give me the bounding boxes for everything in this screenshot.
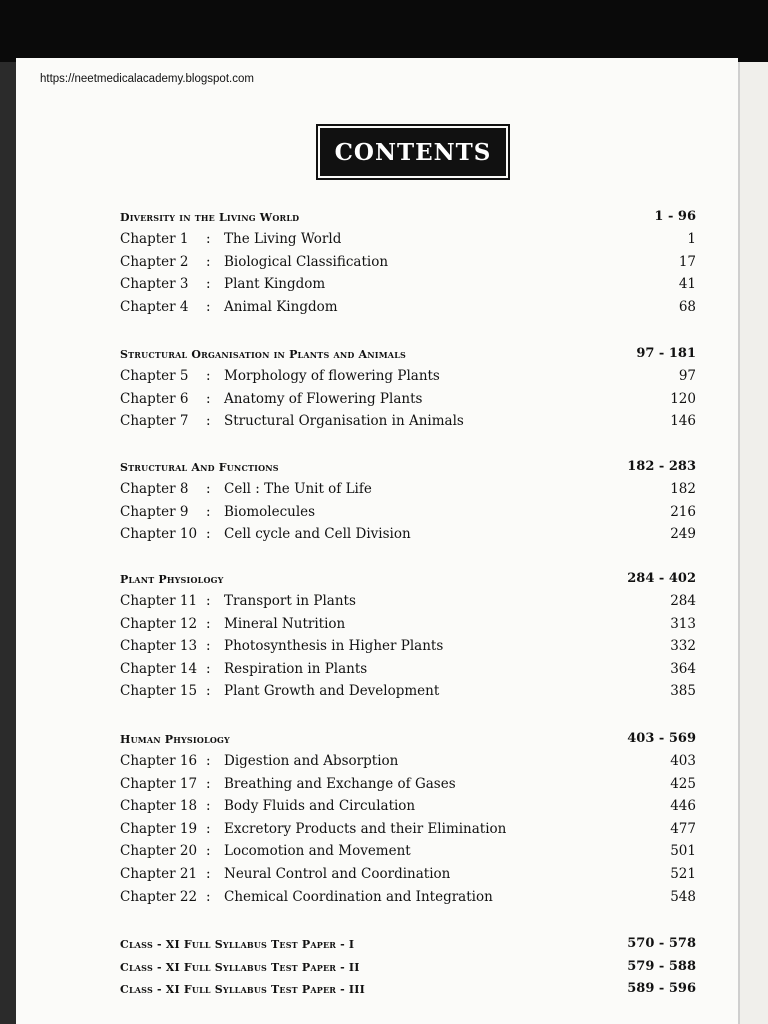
chapter-title: Neural Control and Coordination bbox=[224, 866, 451, 882]
chapter-number: Chapter 17 bbox=[120, 775, 198, 792]
chapter-title: Digestion and Absorption bbox=[224, 753, 399, 769]
test-paper-page-range: 589 - 596 bbox=[627, 981, 696, 996]
chapter-page-number: 313 bbox=[670, 615, 696, 632]
chapter-page-number: 41 bbox=[678, 276, 696, 293]
chapter-separator: : bbox=[206, 276, 211, 293]
test-paper-row bbox=[120, 983, 696, 1001]
chapter-separator: : bbox=[206, 660, 211, 677]
test-paper-row bbox=[120, 938, 696, 956]
section-heading bbox=[120, 573, 696, 591]
chapter-page-number: 548 bbox=[670, 888, 696, 905]
section-page-range: 182 - 283 bbox=[627, 459, 696, 474]
adjacent-page-edge bbox=[738, 62, 768, 1024]
test-paper-name: Class - XI Full Syllabus Test Paper - III bbox=[120, 983, 365, 996]
chapter-row bbox=[120, 593, 696, 613]
chapter-row bbox=[120, 889, 696, 909]
contents-title-box bbox=[320, 128, 506, 176]
chapter-page-number: 17 bbox=[678, 253, 696, 270]
section-page-range: 284 - 402 bbox=[627, 571, 696, 586]
chapter-row bbox=[120, 616, 696, 636]
chapter-number: Chapter 18 bbox=[120, 798, 198, 815]
section-name: Plant Physiology bbox=[120, 573, 224, 586]
chapter-number: Chapter 22 bbox=[120, 888, 198, 905]
chapter-number: Chapter 4 bbox=[120, 298, 189, 315]
chapter-separator: : bbox=[206, 526, 211, 543]
chapter-number: Chapter 5 bbox=[120, 368, 189, 384]
chapter-separator: : bbox=[206, 775, 211, 792]
chapter-separator: : bbox=[206, 253, 211, 270]
chapter-page-number: 68 bbox=[678, 298, 696, 315]
chapter-separator: : bbox=[206, 298, 211, 315]
chapter-row bbox=[120, 776, 696, 796]
chapter-separator: : bbox=[206, 481, 211, 497]
chapter-number: Chapter 10 bbox=[120, 526, 198, 543]
chapter-title: Cell : The Unit of Life bbox=[224, 481, 372, 497]
chapter-page-number: 521 bbox=[670, 866, 696, 882]
chapter-number: Chapter 9 bbox=[120, 503, 189, 520]
chapter-number: Chapter 2 bbox=[120, 253, 189, 270]
chapter-page-number: 364 bbox=[670, 660, 696, 677]
section-page-range: 97 - 181 bbox=[636, 346, 696, 361]
chapter-title: Transport in Plants bbox=[224, 593, 356, 609]
chapter-row bbox=[120, 368, 696, 388]
chapter-row bbox=[120, 504, 696, 524]
chapter-row bbox=[120, 821, 696, 841]
chapter-title: Locomotion and Movement bbox=[224, 843, 411, 860]
chapter-row bbox=[120, 299, 696, 319]
chapter-separator: : bbox=[206, 593, 211, 609]
chapter-title: Excretory Products and their Elimination bbox=[224, 820, 507, 837]
chapter-separator: : bbox=[206, 390, 211, 407]
section-page-range: 1 - 96 bbox=[654, 209, 696, 224]
chapter-row bbox=[120, 526, 696, 546]
chapter-page-number: 403 bbox=[670, 753, 696, 769]
chapter-title: Cell cycle and Cell Division bbox=[224, 526, 411, 543]
chapter-separator: : bbox=[206, 866, 211, 882]
chapter-title: Structural Organisation in Animals bbox=[224, 413, 464, 430]
chapter-title: Anatomy of Flowering Plants bbox=[224, 390, 423, 407]
chapter-separator: : bbox=[206, 843, 211, 860]
chapter-row bbox=[120, 391, 696, 411]
chapter-page-number: 385 bbox=[670, 683, 696, 700]
chapter-separator: : bbox=[206, 368, 211, 384]
chapter-number: Chapter 1 bbox=[120, 231, 189, 247]
chapter-page-number: 477 bbox=[670, 820, 696, 837]
chapter-title: Plant Growth and Development bbox=[224, 683, 440, 700]
chapter-row bbox=[120, 843, 696, 863]
chapter-page-number: 146 bbox=[670, 413, 696, 430]
chapter-page-number: 120 bbox=[670, 390, 696, 407]
chapter-page-number: 332 bbox=[670, 638, 696, 655]
chapter-row bbox=[120, 254, 696, 274]
document-page bbox=[16, 58, 738, 1024]
section-name: Structural And Functions bbox=[120, 461, 279, 474]
chapter-number: Chapter 12 bbox=[120, 615, 198, 632]
section-heading bbox=[120, 211, 696, 229]
chapter-number: Chapter 21 bbox=[120, 866, 198, 882]
test-paper-name: Class - XI Full Syllabus Test Paper - I bbox=[120, 938, 355, 951]
chapter-separator: : bbox=[206, 615, 211, 632]
chapter-row bbox=[120, 798, 696, 818]
chapter-row bbox=[120, 683, 696, 703]
chapter-title: Mineral Nutrition bbox=[224, 615, 346, 632]
section-heading bbox=[120, 461, 696, 479]
chapter-separator: : bbox=[206, 683, 211, 700]
chapter-number: Chapter 6 bbox=[120, 390, 189, 407]
chapter-page-number: 501 bbox=[670, 843, 696, 860]
chapter-page-number: 249 bbox=[670, 526, 696, 543]
chapter-title: Animal Kingdom bbox=[224, 298, 338, 315]
section-name: Diversity in the Living World bbox=[120, 211, 300, 224]
chapter-row bbox=[120, 231, 696, 251]
section-name: Structural Organisation in Plants and Animals bbox=[120, 348, 407, 361]
chapter-number: Chapter 14 bbox=[120, 660, 198, 677]
chapter-page-number: 284 bbox=[670, 593, 696, 609]
chapter-number: Chapter 16 bbox=[120, 753, 198, 769]
chapter-separator: : bbox=[206, 888, 211, 905]
section-page-range: 403 - 569 bbox=[627, 731, 696, 746]
test-paper-name: Class - XI Full Syllabus Test Paper - II bbox=[120, 961, 360, 974]
chapter-title: Photosynthesis in Higher Plants bbox=[224, 638, 444, 655]
chapter-number: Chapter 13 bbox=[120, 638, 198, 655]
chapter-title: The Living World bbox=[224, 231, 342, 247]
chapter-separator: : bbox=[206, 413, 211, 430]
chapter-row bbox=[120, 661, 696, 681]
chapter-separator: : bbox=[206, 820, 211, 837]
chapter-number: Chapter 20 bbox=[120, 843, 198, 860]
chapter-title: Chemical Coordination and Integration bbox=[224, 888, 493, 905]
section-heading bbox=[120, 348, 696, 366]
page-title: CONTENTS bbox=[334, 138, 492, 166]
source-url: https://neetmedicalacademy.blogspot.com bbox=[40, 73, 254, 85]
chapter-page-number: 182 bbox=[670, 481, 696, 497]
chapter-title: Body Fluids and Circulation bbox=[224, 798, 416, 815]
chapter-title: Plant Kingdom bbox=[224, 276, 326, 293]
chapter-number: Chapter 15 bbox=[120, 683, 198, 700]
chapter-row bbox=[120, 481, 696, 501]
chapter-row bbox=[120, 276, 696, 296]
chapter-title: Breathing and Exchange of Gases bbox=[224, 775, 456, 792]
chapter-number: Chapter 8 bbox=[120, 481, 189, 497]
chapter-page-number: 1 bbox=[687, 231, 696, 247]
chapter-separator: : bbox=[206, 231, 211, 247]
chapter-number: Chapter 19 bbox=[120, 820, 198, 837]
chapter-row bbox=[120, 866, 696, 886]
chapter-title: Morphology of flowering Plants bbox=[224, 368, 440, 384]
chapter-number: Chapter 3 bbox=[120, 276, 189, 293]
test-paper-row bbox=[120, 961, 696, 979]
chapter-page-number: 425 bbox=[670, 775, 696, 792]
chapter-number: Chapter 11 bbox=[120, 593, 198, 609]
chapter-title: Biological Classification bbox=[224, 253, 389, 270]
scan-top-edge bbox=[0, 0, 768, 62]
section-name: Human Physiology bbox=[120, 733, 230, 746]
chapter-page-number: 97 bbox=[678, 368, 696, 384]
chapter-row bbox=[120, 753, 696, 773]
chapter-page-number: 446 bbox=[670, 798, 696, 815]
chapter-row bbox=[120, 413, 696, 433]
test-paper-page-range: 579 - 588 bbox=[627, 959, 696, 974]
chapter-separator: : bbox=[206, 638, 211, 655]
section-heading bbox=[120, 733, 696, 751]
chapter-separator: : bbox=[206, 753, 211, 769]
chapter-separator: : bbox=[206, 798, 211, 815]
chapter-title: Biomolecules bbox=[224, 503, 316, 520]
chapter-separator: : bbox=[206, 503, 211, 520]
chapter-title: Respiration in Plants bbox=[224, 660, 368, 677]
chapter-number: Chapter 7 bbox=[120, 413, 189, 430]
chapter-page-number: 216 bbox=[670, 503, 696, 520]
test-paper-page-range: 570 - 578 bbox=[627, 936, 696, 951]
chapter-row bbox=[120, 638, 696, 658]
